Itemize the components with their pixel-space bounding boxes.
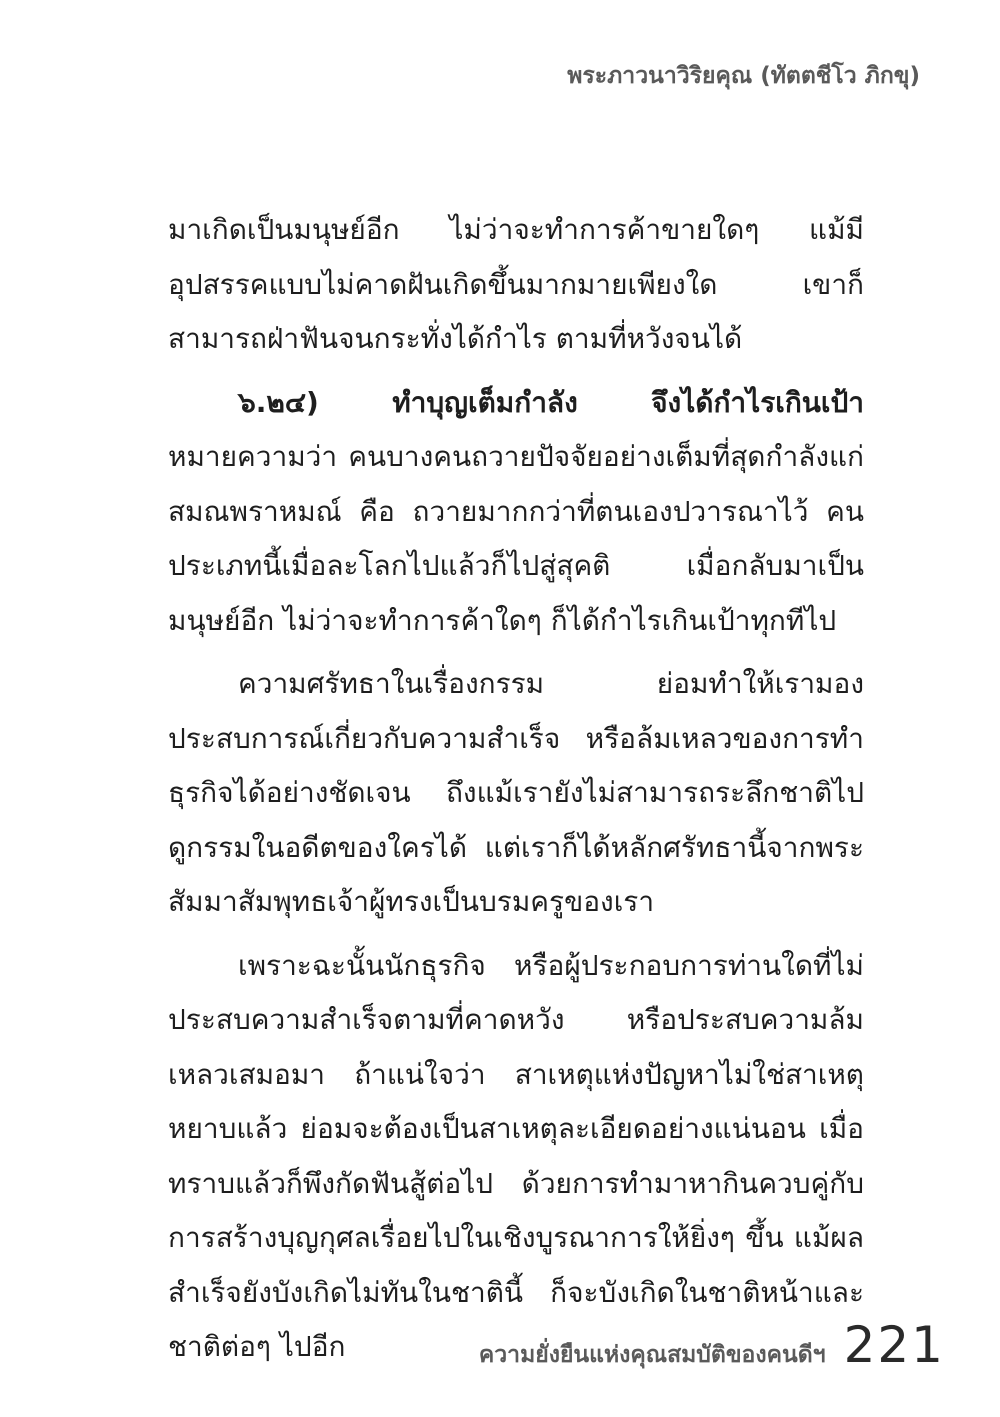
paragraph-1: มาเกิดเป็นมนุษย์อีก ไม่ว่าจะทำการค้าขายใดๆ แม้มีอุปสรรคแบบไม่คาดฝันเกิดขึ้นมากมายเพียงใด เขาก็สามารถฝ่าฟันจนกระทั่งได้กำไร ตามที่หวังจนได้	[168, 213, 864, 355]
body-text	[168, 203, 864, 1375]
paragraph-2-body: หมายความว่า คนบางคนถวายปัจจัยอย่างเต็มที่สุดกำลังแก่สมณพราหมณ์ คือ ถวายมากกว่าที่ตนเองปวารณาไว้ คนประเภทนี้เมื่อละโลกไปแล้วก็ไปสู่สุคติ เมื่อกลับมาเป็นมนุษย์อีก ไม่ว่าจะทำการค้าใดๆ ก็ได้กำไรเกินเป้าทุกทีไป	[168, 440, 864, 637]
section-heading: ๖.๒๔) ทำบุญเต็มกำลัง จึงได้กำไรเกินเป้า	[238, 385, 864, 419]
paragraph-4: เพราะฉะนั้นนักธุรกิจ หรือผู้ประกอบการท่านใดที่ไม่ประสบความสำเร็จตามที่คาดหวัง หรือประสบความล้มเหลวเสมอมา ถ้าแน่ใจว่า สาเหตุแห่งปัญหาไม่ใช่สาเหตุหยาบแล้ว ย่อมจะต้องเป็นสาเหตุละเอียดอย่างแน่นอน เมื่อทราบแล้วก็พึงกัดฟันสู้ต่อไป ด้วยการทำมาหากินควบคู่กับการสร้างบุญกุศลเรื่อยไปในเชิงบูรณาการให้ยิ่งๆ ขึ้น แม้ผลสำเร็จยังบังเกิดไม่ทันในชาตินี้ ก็จะบังเกิดในชาติหน้าและชาติต่อๆ ไปอีก	[168, 948, 864, 1363]
page-number: 221	[843, 1316, 945, 1374]
running-header: พระภาวนาวิริยคุณ (ทัตตชีโว ภิกขุ)	[567, 63, 920, 89]
paragraph-3: ความศรัทธาในเรื่องกรรม ย่อมทำให้เรามองประสบการณ์เกี่ยวกับความสำเร็จ หรือล้มเหลวของการทำธุรกิจได้อย่างชัดเจน ถึงแม้เรายังไม่สามารถระลึกชาติไปดูกรรมในอดีตของใครได้ แต่เราก็ได้หลักศรัทธานี้จากพระสัมมาสัมพุทธเจ้าผู้ทรงเป็นบรมครูของเรา	[168, 667, 864, 918]
page-footer	[479, 1316, 945, 1374]
footer-book-title: ความยั่งยืนแห่งคุณสมบัติของคนดีฯ	[478, 1342, 826, 1368]
paragraph-2	[168, 376, 864, 649]
